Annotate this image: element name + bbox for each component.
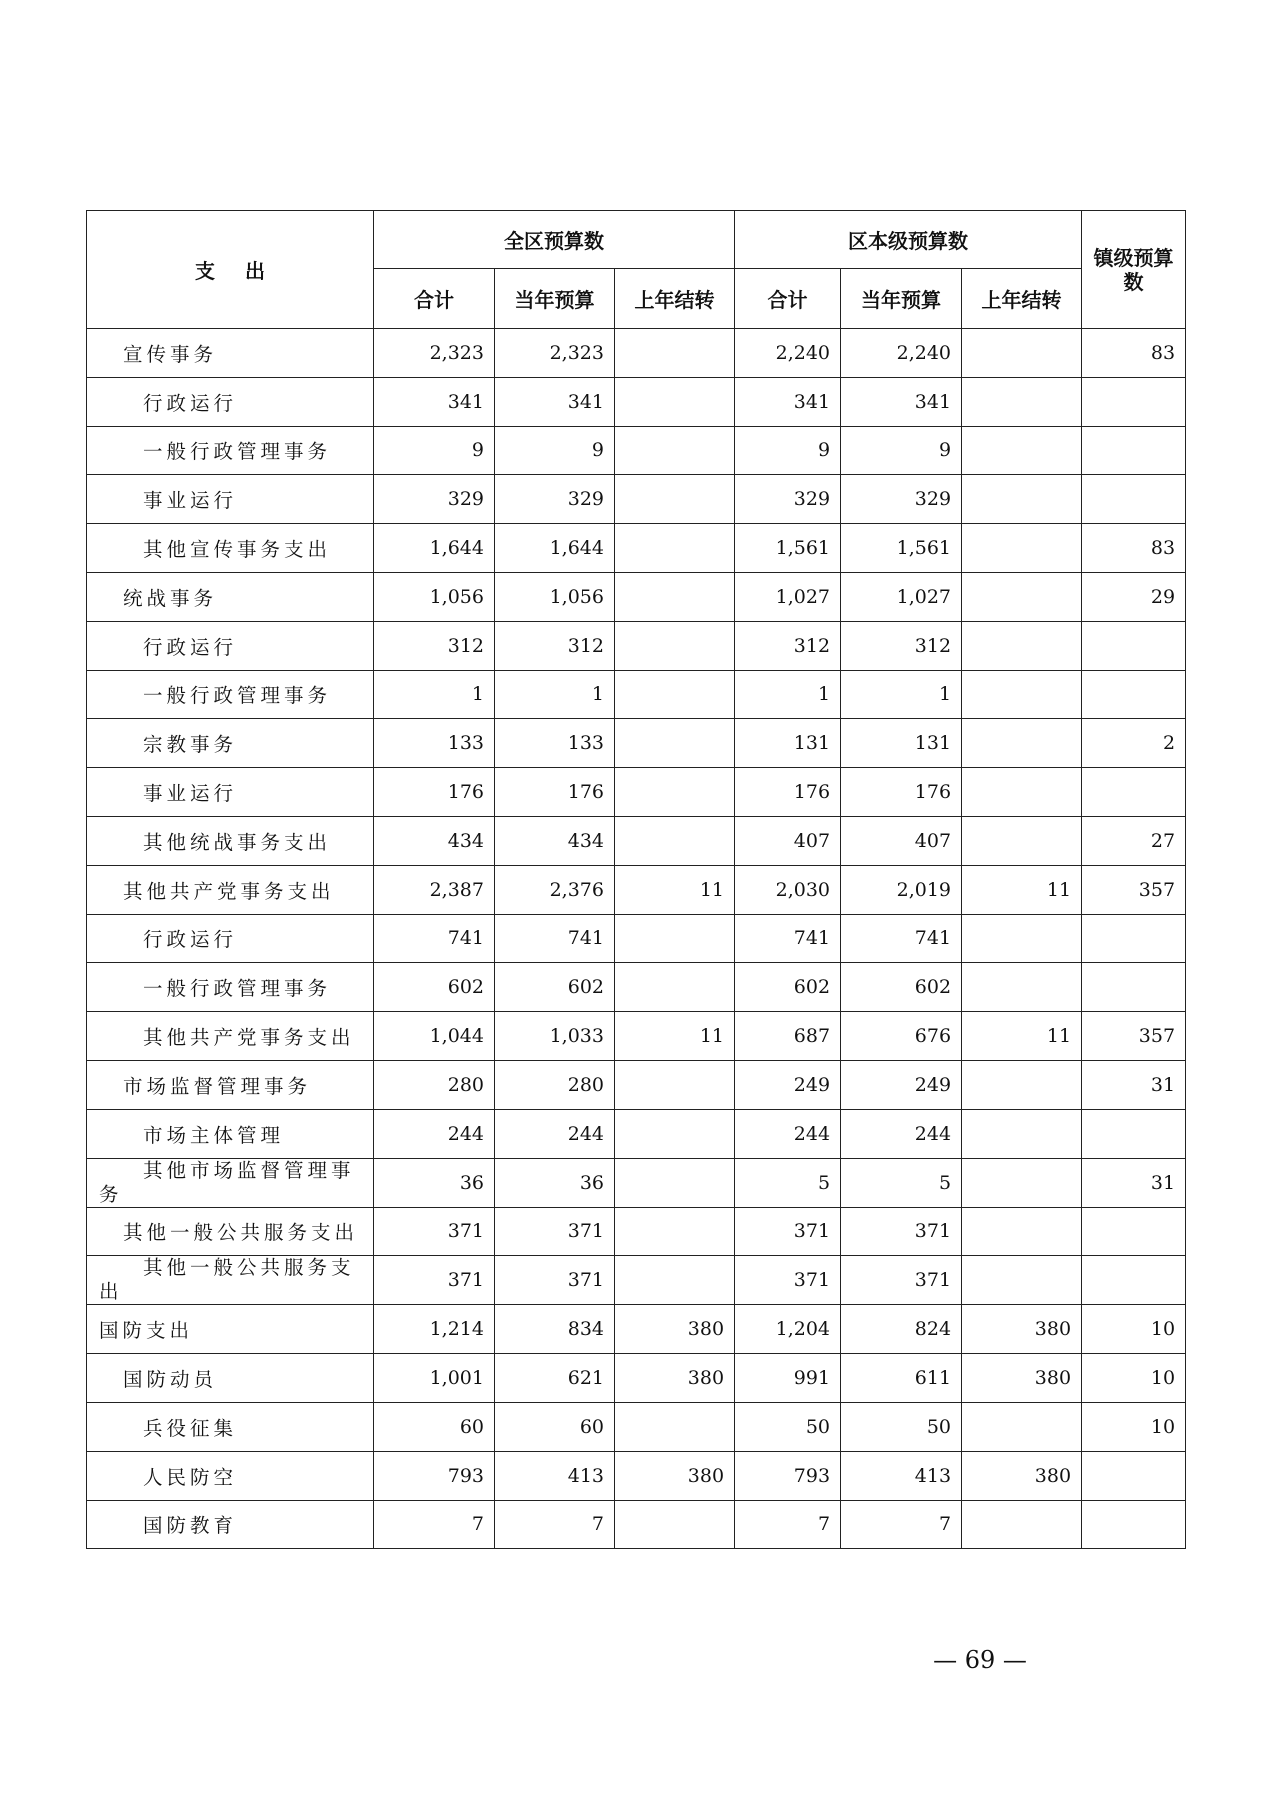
cell-district-total-sum: 602 xyxy=(374,963,495,1012)
cell-district-total-sum: 1,644 xyxy=(374,524,495,573)
cell-district-total-current: 2,323 xyxy=(495,329,615,378)
cell-district-total-sum: 312 xyxy=(374,621,495,670)
cell-district-level-carryover xyxy=(962,1060,1082,1109)
cell-district-total-carryover xyxy=(615,621,735,670)
table-row xyxy=(87,914,1186,963)
cell-district-level-sum: 1,204 xyxy=(735,1305,841,1354)
table-row xyxy=(87,1402,1186,1451)
table-row xyxy=(87,329,1186,378)
cell-town-level: 27 xyxy=(1082,816,1186,865)
cell-district-total-sum: 2,387 xyxy=(374,865,495,914)
cell-district-level-carryover xyxy=(962,329,1082,378)
cell-district-total-carryover: 11 xyxy=(615,1012,735,1061)
cell-district-total-sum: 36 xyxy=(374,1158,495,1207)
table-row xyxy=(87,377,1186,426)
cell-district-level-sum: 2,030 xyxy=(735,865,841,914)
cell-town-level xyxy=(1082,914,1186,963)
cell-district-total-sum: 329 xyxy=(374,475,495,524)
cell-district-total-carryover xyxy=(615,914,735,963)
cell-district-level-sum: 50 xyxy=(735,1402,841,1451)
cell-district-total-sum: 434 xyxy=(374,816,495,865)
cell-district-total-current: 371 xyxy=(495,1256,615,1305)
cell-district-level-carryover xyxy=(962,1402,1082,1451)
cell-district-total-carryover: 380 xyxy=(615,1451,735,1500)
cell-district-total-carryover xyxy=(615,475,735,524)
cell-district-level-carryover: 380 xyxy=(962,1354,1082,1403)
header-district-total: 全区预算数 xyxy=(374,211,735,269)
cell-district-level-current: 249 xyxy=(841,1060,962,1109)
cell-district-level-carryover: 11 xyxy=(962,1012,1082,1061)
cell-district-total-carryover xyxy=(615,1256,735,1305)
cell-district-level-carryover xyxy=(962,719,1082,768)
cell-district-total-sum: 1,044 xyxy=(374,1012,495,1061)
table-body xyxy=(87,329,1186,1549)
cell-district-level-current: 407 xyxy=(841,816,962,865)
cell-district-total-current: 280 xyxy=(495,1060,615,1109)
table-row xyxy=(87,426,1186,475)
cell-district-level-current: 312 xyxy=(841,621,962,670)
budget-table xyxy=(86,210,1186,1549)
cell-district-total-current: 312 xyxy=(495,621,615,670)
table-row xyxy=(87,524,1186,573)
row-item-name: 其他共产党事务支出 xyxy=(87,865,374,914)
table-row xyxy=(87,1500,1186,1549)
row-item-name: 行政运行 xyxy=(87,914,374,963)
cell-district-total-current: 7 xyxy=(495,1500,615,1549)
cell-district-total-current: 133 xyxy=(495,719,615,768)
row-item-name: 其他共产党事务支出 xyxy=(87,1012,374,1061)
table-row xyxy=(87,816,1186,865)
cell-district-total-sum: 793 xyxy=(374,1451,495,1500)
cell-district-level-current: 413 xyxy=(841,1451,962,1500)
cell-district-total-current: 434 xyxy=(495,816,615,865)
cell-district-total-current: 341 xyxy=(495,377,615,426)
header-district-level-carryover: 上年结转 xyxy=(962,269,1082,329)
cell-town-level xyxy=(1082,1256,1186,1305)
cell-district-level-current: 611 xyxy=(841,1354,962,1403)
cell-district-total-current: 329 xyxy=(495,475,615,524)
row-item-name: 一般行政管理事务 xyxy=(87,963,374,1012)
table-row xyxy=(87,475,1186,524)
cell-district-level-sum: 9 xyxy=(735,426,841,475)
cell-district-level-sum: 371 xyxy=(735,1256,841,1305)
cell-district-total-current: 413 xyxy=(495,1451,615,1500)
cell-town-level: 31 xyxy=(1082,1158,1186,1207)
cell-district-total-carryover xyxy=(615,426,735,475)
cell-district-level-current: 5 xyxy=(841,1158,962,1207)
table-row xyxy=(87,1256,1186,1305)
cell-district-total-current: 9 xyxy=(495,426,615,475)
cell-district-total-sum: 176 xyxy=(374,768,495,817)
cell-town-level xyxy=(1082,1109,1186,1158)
cell-district-total-sum: 280 xyxy=(374,1060,495,1109)
cell-district-level-carryover xyxy=(962,963,1082,1012)
cell-district-level-current: 2,240 xyxy=(841,329,962,378)
cell-district-level-current: 131 xyxy=(841,719,962,768)
row-item-name: 其他一般公共服务支出 xyxy=(87,1207,374,1256)
cell-district-level-carryover xyxy=(962,816,1082,865)
cell-district-level-sum: 2,240 xyxy=(735,329,841,378)
cell-district-total-carryover xyxy=(615,377,735,426)
cell-district-level-sum: 5 xyxy=(735,1158,841,1207)
cell-district-level-sum: 249 xyxy=(735,1060,841,1109)
cell-district-level-current: 676 xyxy=(841,1012,962,1061)
cell-district-total-sum: 741 xyxy=(374,914,495,963)
cell-district-total-current: 602 xyxy=(495,963,615,1012)
cell-town-level xyxy=(1082,377,1186,426)
cell-district-total-current: 244 xyxy=(495,1109,615,1158)
cell-district-level-sum: 7 xyxy=(735,1500,841,1549)
cell-district-total-carryover xyxy=(615,768,735,817)
cell-district-total-sum: 7 xyxy=(374,1500,495,1549)
cell-district-level-carryover xyxy=(962,377,1082,426)
cell-district-total-current: 60 xyxy=(495,1402,615,1451)
cell-district-total-carryover xyxy=(615,1109,735,1158)
cell-district-level-carryover xyxy=(962,1256,1082,1305)
cell-town-level xyxy=(1082,1207,1186,1256)
table-row xyxy=(87,1207,1186,1256)
row-item-name: 国防支出 xyxy=(87,1305,374,1354)
cell-district-level-sum: 687 xyxy=(735,1012,841,1061)
cell-district-total-carryover: 11 xyxy=(615,865,735,914)
cell-town-level: 357 xyxy=(1082,1012,1186,1061)
cell-district-level-current: 1 xyxy=(841,670,962,719)
cell-district-total-current: 2,376 xyxy=(495,865,615,914)
cell-town-level: 10 xyxy=(1082,1402,1186,1451)
cell-district-level-carryover xyxy=(962,914,1082,963)
cell-district-total-carryover xyxy=(615,524,735,573)
cell-district-total-current: 1,056 xyxy=(495,572,615,621)
cell-district-level-current: 244 xyxy=(841,1109,962,1158)
header-district-level-sum: 合计 xyxy=(735,269,841,329)
row-item-name: 事业运行 xyxy=(87,768,374,817)
table-row xyxy=(87,1305,1186,1354)
cell-district-level-sum: 329 xyxy=(735,475,841,524)
cell-district-total-sum: 1,214 xyxy=(374,1305,495,1354)
cell-district-level-current: 371 xyxy=(841,1256,962,1305)
cell-district-total-sum: 371 xyxy=(374,1256,495,1305)
cell-town-level: 10 xyxy=(1082,1354,1186,1403)
row-item-name: 国防动员 xyxy=(87,1354,374,1403)
header-district-total-carryover: 上年结转 xyxy=(615,269,735,329)
cell-district-total-carryover: 380 xyxy=(615,1354,735,1403)
cell-district-total-sum: 1,001 xyxy=(374,1354,495,1403)
cell-district-level-sum: 1,027 xyxy=(735,572,841,621)
cell-district-total-carryover xyxy=(615,1207,735,1256)
row-item-name: 事业运行 xyxy=(87,475,374,524)
cell-district-level-current: 50 xyxy=(841,1402,962,1451)
cell-district-total-carryover: 380 xyxy=(615,1305,735,1354)
cell-district-level-current: 371 xyxy=(841,1207,962,1256)
cell-town-level: 31 xyxy=(1082,1060,1186,1109)
table-row xyxy=(87,1012,1186,1061)
cell-district-level-carryover xyxy=(962,1158,1082,1207)
cell-district-level-current: 7 xyxy=(841,1500,962,1549)
row-item-name: 宣传事务 xyxy=(87,329,374,378)
cell-district-total-current: 1,644 xyxy=(495,524,615,573)
cell-district-level-carryover xyxy=(962,1500,1082,1549)
cell-district-level-carryover: 11 xyxy=(962,865,1082,914)
row-item-name: 其他统战事务支出 xyxy=(87,816,374,865)
row-item-name: 行政运行 xyxy=(87,621,374,670)
header-district-total-current: 当年预算 xyxy=(495,269,615,329)
row-item-name: 一般行政管理事务 xyxy=(87,670,374,719)
row-item-name: 国防教育 xyxy=(87,1500,374,1549)
cell-district-level-current: 741 xyxy=(841,914,962,963)
table-row xyxy=(87,1354,1186,1403)
cell-district-level-sum: 312 xyxy=(735,621,841,670)
cell-town-level xyxy=(1082,1451,1186,1500)
table-row xyxy=(87,963,1186,1012)
cell-district-total-current: 176 xyxy=(495,768,615,817)
cell-district-level-current: 1,561 xyxy=(841,524,962,573)
cell-district-total-sum: 371 xyxy=(374,1207,495,1256)
cell-district-total-current: 1 xyxy=(495,670,615,719)
cell-district-total-carryover xyxy=(615,1060,735,1109)
cell-district-level-carryover xyxy=(962,524,1082,573)
table-row xyxy=(87,865,1186,914)
cell-district-total-carryover xyxy=(615,1500,735,1549)
row-item-name: 其他一般公共服务支出 xyxy=(87,1256,374,1305)
cell-district-level-sum: 244 xyxy=(735,1109,841,1158)
cell-town-level xyxy=(1082,670,1186,719)
row-item-name: 其他市场监督管理事务 xyxy=(87,1158,374,1207)
cell-district-total-sum: 244 xyxy=(374,1109,495,1158)
cell-district-level-carryover xyxy=(962,1109,1082,1158)
cell-district-total-current: 371 xyxy=(495,1207,615,1256)
cell-district-level-carryover xyxy=(962,768,1082,817)
cell-district-total-carryover xyxy=(615,963,735,1012)
cell-district-total-sum: 133 xyxy=(374,719,495,768)
cell-district-total-carryover xyxy=(615,670,735,719)
cell-district-level-sum: 1 xyxy=(735,670,841,719)
cell-district-level-current: 824 xyxy=(841,1305,962,1354)
cell-town-level: 357 xyxy=(1082,865,1186,914)
row-item-name: 宗教事务 xyxy=(87,719,374,768)
cell-district-total-current: 621 xyxy=(495,1354,615,1403)
page-number: — 69 — xyxy=(933,1646,1027,1674)
cell-district-total-sum: 341 xyxy=(374,377,495,426)
cell-district-total-carryover xyxy=(615,1402,735,1451)
cell-district-level-carryover xyxy=(962,572,1082,621)
cell-district-total-sum: 1,056 xyxy=(374,572,495,621)
table-row xyxy=(87,768,1186,817)
row-item-name: 统战事务 xyxy=(87,572,374,621)
cell-district-total-sum: 1 xyxy=(374,670,495,719)
cell-district-total-carryover xyxy=(615,572,735,621)
cell-district-level-current: 2,019 xyxy=(841,865,962,914)
cell-district-level-carryover xyxy=(962,1207,1082,1256)
cell-district-total-carryover xyxy=(615,329,735,378)
cell-district-total-current: 36 xyxy=(495,1158,615,1207)
cell-district-level-current: 176 xyxy=(841,768,962,817)
cell-district-level-sum: 741 xyxy=(735,914,841,963)
cell-district-level-sum: 371 xyxy=(735,1207,841,1256)
row-item-name: 一般行政管理事务 xyxy=(87,426,374,475)
table-row xyxy=(87,1451,1186,1500)
cell-district-total-current: 834 xyxy=(495,1305,615,1354)
table-row xyxy=(87,621,1186,670)
cell-town-level xyxy=(1082,963,1186,1012)
table-row xyxy=(87,1109,1186,1158)
cell-district-level-current: 602 xyxy=(841,963,962,1012)
table-row xyxy=(87,719,1186,768)
cell-town-level: 29 xyxy=(1082,572,1186,621)
cell-district-level-carryover: 380 xyxy=(962,1451,1082,1500)
table-row xyxy=(87,572,1186,621)
cell-town-level xyxy=(1082,621,1186,670)
cell-district-level-sum: 793 xyxy=(735,1451,841,1500)
cell-town-level: 83 xyxy=(1082,329,1186,378)
cell-district-level-carryover xyxy=(962,426,1082,475)
cell-town-level: 10 xyxy=(1082,1305,1186,1354)
cell-district-total-carryover xyxy=(615,719,735,768)
row-item-name: 行政运行 xyxy=(87,377,374,426)
cell-district-total-sum: 2,323 xyxy=(374,329,495,378)
row-item-name: 兵役征集 xyxy=(87,1402,374,1451)
cell-town-level xyxy=(1082,768,1186,817)
cell-district-total-sum: 9 xyxy=(374,426,495,475)
cell-district-level-sum: 602 xyxy=(735,963,841,1012)
cell-district-level-carryover: 380 xyxy=(962,1305,1082,1354)
cell-district-total-current: 1,033 xyxy=(495,1012,615,1061)
row-item-name: 其他宣传事务支出 xyxy=(87,524,374,573)
table-row xyxy=(87,1060,1186,1109)
cell-district-level-current: 341 xyxy=(841,377,962,426)
row-item-name: 市场主体管理 xyxy=(87,1109,374,1158)
cell-district-level-carryover xyxy=(962,670,1082,719)
cell-district-level-current: 329 xyxy=(841,475,962,524)
table-row xyxy=(87,670,1186,719)
cell-town-level xyxy=(1082,1500,1186,1549)
cell-district-total-carryover xyxy=(615,1158,735,1207)
cell-town-level: 2 xyxy=(1082,719,1186,768)
cell-district-level-sum: 1,561 xyxy=(735,524,841,573)
cell-district-level-sum: 991 xyxy=(735,1354,841,1403)
cell-district-level-sum: 407 xyxy=(735,816,841,865)
header-district-level: 区本级预算数 xyxy=(735,211,1082,269)
cell-town-level: 83 xyxy=(1082,524,1186,573)
header-expense: 支出 xyxy=(87,211,374,329)
row-item-name: 人民防空 xyxy=(87,1451,374,1500)
cell-town-level xyxy=(1082,426,1186,475)
cell-town-level xyxy=(1082,475,1186,524)
cell-district-level-sum: 341 xyxy=(735,377,841,426)
header-town-level: 镇级预算数 xyxy=(1082,211,1186,329)
cell-district-total-sum: 60 xyxy=(374,1402,495,1451)
cell-district-level-sum: 131 xyxy=(735,719,841,768)
row-item-name: 市场监督管理事务 xyxy=(87,1060,374,1109)
header-district-total-sum: 合计 xyxy=(374,269,495,329)
table-row xyxy=(87,1158,1186,1207)
cell-district-total-carryover xyxy=(615,816,735,865)
cell-district-level-sum: 176 xyxy=(735,768,841,817)
cell-district-level-carryover xyxy=(962,621,1082,670)
cell-district-total-current: 741 xyxy=(495,914,615,963)
cell-district-level-current: 9 xyxy=(841,426,962,475)
header-district-level-current: 当年预算 xyxy=(841,269,962,329)
cell-district-level-carryover xyxy=(962,475,1082,524)
cell-district-level-current: 1,027 xyxy=(841,572,962,621)
